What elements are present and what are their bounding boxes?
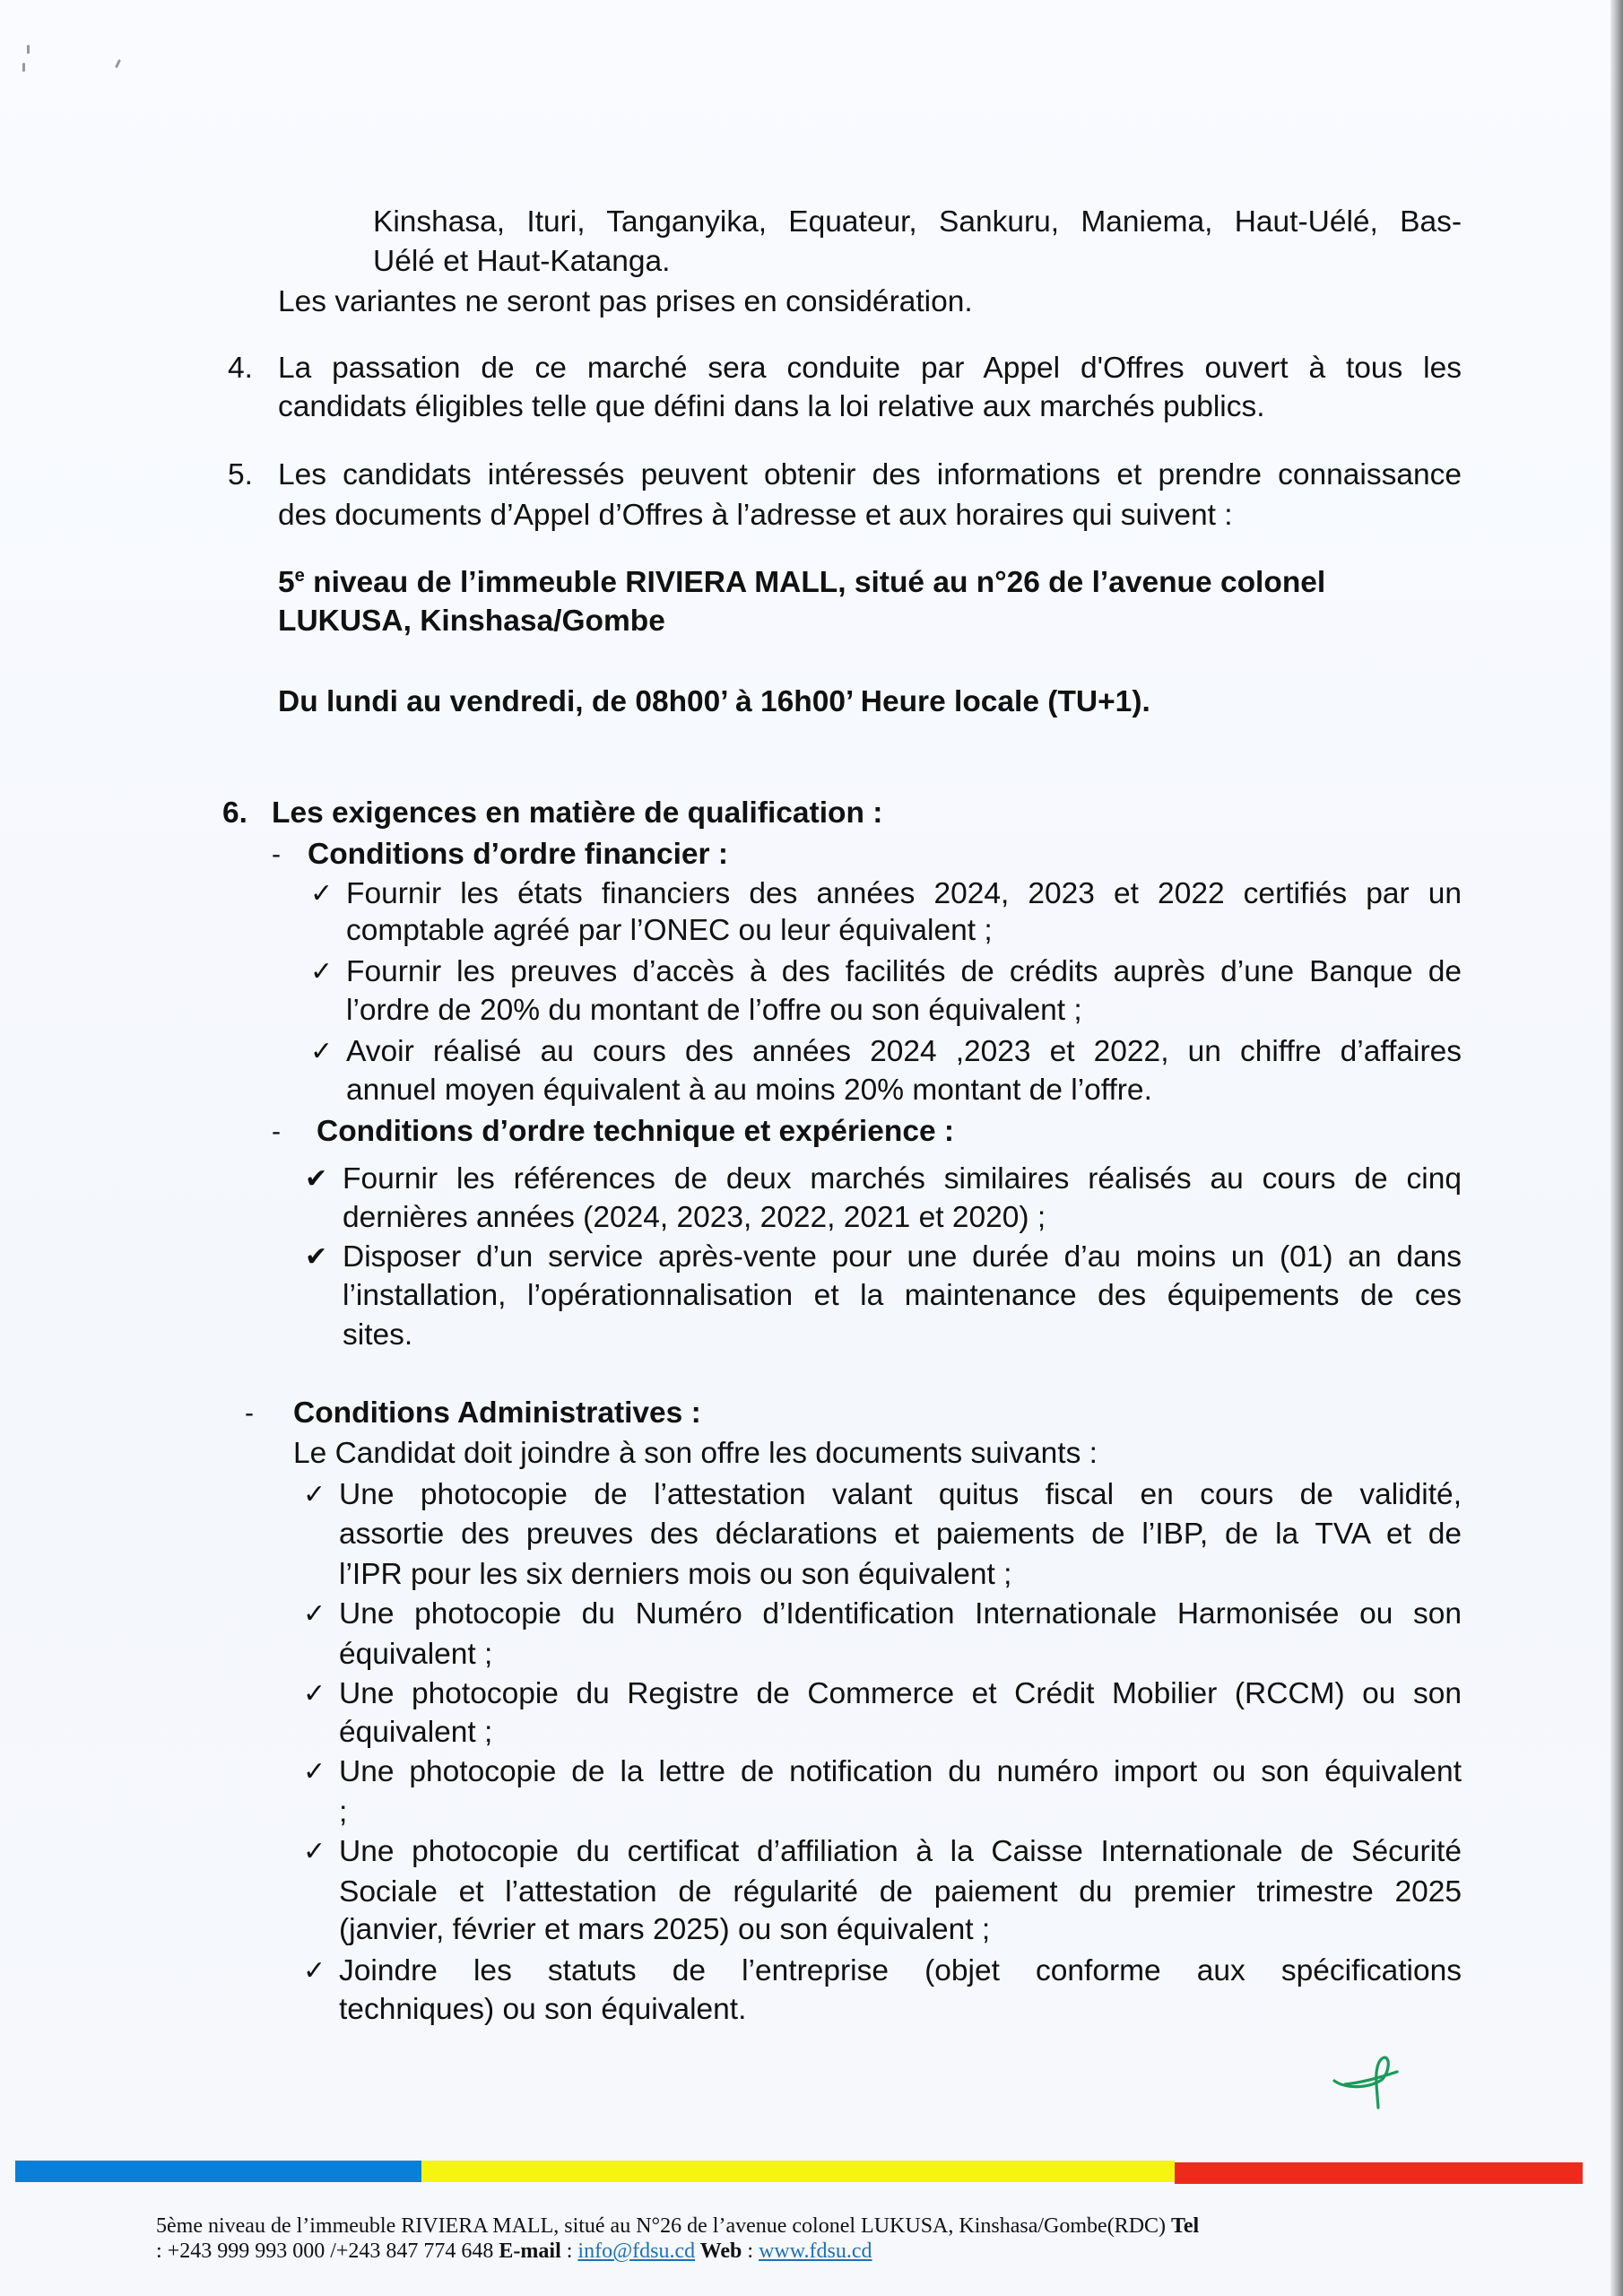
- check-icon: ✓: [310, 1036, 334, 1067]
- address-rest: niveau de l’immeuble RIVIERA MALL, situé au n°26 de l’avenue colonel: [304, 566, 1326, 599]
- financial-item-2-line-2: l’ordre de 20% du montant de l’offre ou son équivalent ;: [346, 994, 1082, 1027]
- check-icon: ✓: [303, 1836, 326, 1867]
- scan-mark: [22, 63, 25, 72]
- technical-item-1-line-1: Fournir les références de deux marchés similaires réalisés au cours de cinq: [343, 1162, 1462, 1196]
- admin-item-3-line-2: équivalent ;: [339, 1716, 493, 1749]
- section-4-number: 4.: [228, 352, 253, 385]
- section-6-number: 6.: [222, 796, 247, 830]
- footer-address-text: 5ème niveau de l’immeuble RIVIERA MALL, situé au N°26 de l’avenue colonel LUKUSA, Kinshasa/Gombe(RDC): [156, 2214, 1172, 2238]
- admin-item-5-line-3: (janvier, février et mars 2025) ou son équivalent ;: [339, 1913, 991, 1946]
- section-4-line-2: candidats éligibles telle que défini dans la loi relative aux marchés publics.: [278, 390, 1265, 423]
- check-icon: ✓: [303, 1955, 326, 1987]
- check-icon: ✓: [303, 1479, 326, 1510]
- heavy-check-icon: ✔: [305, 1163, 328, 1195]
- footer-contacts: [156, 2239, 872, 2264]
- section-6-title: Les exigences en matière de qualification :: [272, 796, 883, 830]
- admin-item-1-line-3: l’IPR pour les six derniers mois ou son équivalent ;: [339, 1558, 1012, 1591]
- admin-item-4-line-2: ;: [339, 1796, 348, 1829]
- intro-line-2: Uélé et Haut-Katanga.: [373, 245, 671, 278]
- admin-item-5-line-1: Une photocopie du certificat d’affiliation à la Caisse Internationale de Sécurité: [339, 1835, 1462, 1868]
- technical-item-2-line-2: l’installation, l’opérationnalisation et la maintenance des équipements de ces: [343, 1279, 1462, 1312]
- admin-item-6-line-2: techniques) ou son équivalent.: [339, 1993, 747, 2026]
- technical-conditions-title: Conditions d’ordre technique et expérience :: [317, 1115, 955, 1148]
- footer-address: [156, 2213, 1199, 2239]
- dash-bullet: -: [272, 1117, 281, 1146]
- variants-note: Les variantes ne seront pas prises en considération.: [278, 285, 973, 318]
- technical-item-2-line-3: sites.: [343, 1318, 413, 1352]
- administrative-conditions-title: Conditions Administratives :: [293, 1396, 701, 1430]
- admin-item-5-line-2: Sociale et l’attestation de régularité de paiement du premier trimestre 2025: [339, 1875, 1462, 1909]
- signature-initials-icon: [1327, 2052, 1408, 2115]
- administrative-intro: Le Candidat doit joindre à son offre les documents suivants :: [293, 1437, 1098, 1470]
- financial-item-1-line-2: comptable agréé par l’ONEC ou leur équivalent ;: [346, 914, 993, 947]
- dash-bullet: -: [272, 839, 281, 869]
- heavy-check-icon: ✔: [305, 1241, 328, 1273]
- footer-web-sep: :: [742, 2239, 759, 2263]
- flag-bar-yellow: [421, 2161, 1175, 2182]
- financial-item-1-line-1: Fournir les états financiers des années 2024, 2023 et 2022 certifiés par un: [346, 877, 1462, 910]
- scan-mark: [27, 45, 30, 54]
- financial-item-3-line-1: Avoir réalisé au cours des années 2024 ,2023 et 2022, un chiffre d’affaires: [346, 1035, 1462, 1068]
- footer-phones: : +243 999 993 000 /+243 847 774 648: [156, 2239, 499, 2263]
- page-edge-shadow: [1610, 0, 1623, 2296]
- flag-bar-red: [1175, 2162, 1583, 2184]
- office-hours: Du lundi au vendredi, de 08h00’ à 16h00’ Heure locale (TU+1).: [278, 685, 1150, 718]
- technical-item-2-line-1: Disposer d’un service après-vente pour une durée d’au moins un (01) an dans: [343, 1240, 1462, 1274]
- technical-item-1-line-2: dernières années (2024, 2023, 2022, 2021 et 2020) ;: [343, 1201, 1046, 1234]
- section-4-line-1: La passation de ce marché sera conduite par Appel d'Offres ouvert à tous les: [278, 352, 1462, 385]
- address-level-suffix: e: [294, 565, 305, 586]
- admin-item-4-line-1: Une photocopie de la lettre de notification du numéro import ou son équivalent: [339, 1755, 1462, 1788]
- admin-item-2-line-2: équivalent ;: [339, 1638, 493, 1671]
- address-line-1: [278, 565, 1325, 601]
- scan-mark: [115, 59, 121, 68]
- admin-item-1-line-1: Une photocopie de l’attestation valant quitus fiscal en cours de validité,: [339, 1478, 1462, 1511]
- check-icon: ✓: [303, 1756, 326, 1787]
- section-5-line-2: des documents d’Appel d’Offres à l’adresse et aux horaires qui suivent :: [278, 499, 1233, 532]
- check-icon: ✓: [310, 956, 334, 987]
- footer-email-link[interactable]: info@fdsu.cd: [577, 2239, 696, 2263]
- financial-conditions-title: Conditions d’ordre financier :: [308, 838, 729, 871]
- financial-item-3-line-2: annuel moyen équivalent à au moins 20% montant de l’offre.: [346, 1074, 1152, 1107]
- footer-tel-label: Tel: [1171, 2214, 1200, 2238]
- address-level: 5: [278, 566, 295, 599]
- check-icon: ✓: [303, 1678, 326, 1709]
- section-5-number: 5.: [228, 458, 253, 491]
- footer-web-label: Web: [695, 2239, 742, 2263]
- admin-item-2-line-1: Une photocopie du Numéro d’Identification Internationale Harmonisée ou son: [339, 1597, 1462, 1631]
- footer-web-link[interactable]: www.fdsu.cd: [759, 2239, 872, 2263]
- intro-line-1: Kinshasa, Ituri, Tanganyika, Equateur, Sankuru, Maniema, Haut-Uélé, Bas-: [373, 205, 1462, 239]
- admin-item-1-line-2: assortie des preuves des déclarations et paiements de l’IBP, de la TVA et de: [339, 1518, 1462, 1551]
- check-icon: ✓: [303, 1598, 326, 1630]
- flag-bar-blue: [15, 2161, 421, 2182]
- footer-email-label: E-mail: [499, 2239, 561, 2263]
- dash-bullet: -: [245, 1398, 254, 1428]
- financial-item-2-line-1: Fournir les preuves d’accès à des facilités de crédits auprès d’une Banque de: [346, 955, 1462, 988]
- section-5-line-1: Les candidats intéressés peuvent obtenir des informations et prendre connaissance: [278, 458, 1462, 491]
- check-icon: ✓: [310, 878, 334, 909]
- address-line-2: LUKUSA, Kinshasa/Gombe: [278, 604, 665, 638]
- admin-item-3-line-1: Une photocopie du Registre de Commerce et Crédit Mobilier (RCCM) ou son: [339, 1677, 1462, 1710]
- admin-item-6-line-1: Joindre les statuts de l’entreprise (objet conforme aux spécifications: [339, 1954, 1462, 1987]
- footer-email-sep: :: [560, 2239, 578, 2263]
